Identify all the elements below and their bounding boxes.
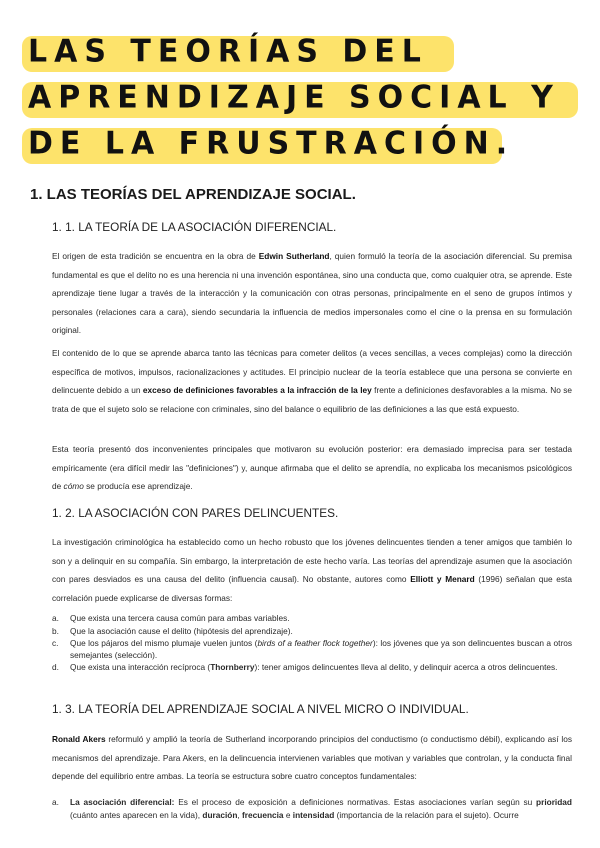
subsection-heading: 1. 1. LA TEORÍA DE LA ASOCIACIÓN DIFERENCIAL. <box>52 220 337 234</box>
enumerated-list <box>52 613 572 675</box>
section-heading: 1. LAS TEORÍAS DEL APRENDIZAJE SOCIAL. <box>30 186 356 203</box>
paragraph: La investigación criminológica ha establecido como un hecho robusto que los jóvenes delincuentes tienden a tener amigos que también lo son y a delinquir en su compañía. Sin embargo, la interpretación de este hecho varía. Las teorías del aprendizaje asumen que la asociación con pares desviados es una causa del delito (influencia causal). No obstante, autores como Elliott y Menard (1996) señalan que esta correlación puede explicarse de diversas formas: <box>52 537 572 603</box>
title-text: APRENDIZAJE SOCIAL Y <box>28 79 560 116</box>
title-text: DE LA FRUSTRACIÓN. <box>28 125 515 162</box>
title-line-1 <box>22 30 582 74</box>
list-item: c. Que los pájaros del mismo plumaje vuelen juntos (birds of a feather flock together): los jóvenes que ya son delincuentes buscan a otros semejantes (selección). <box>52 638 572 660</box>
list-item: d. Que exista una interacción recíproca (Thornberry): tener amigos delincuentes lleva al delito, y delinquir acerca a otros delincuentes. <box>52 662 558 672</box>
subsection-heading: 1. 2. LA ASOCIACIÓN CON PARES DELINCUENTES. <box>52 506 339 520</box>
document-title <box>22 30 582 168</box>
paragraph: El origen de esta tradición se encuentra en la obra de Edwin Sutherland, quien formuló la teoría de la asociación diferencial. Su premisa fundamental es que el delito no es una herencia ni una invención espontánea, sino una conducta que, como cualquier otra, se aprende. Este aprendizaje tiene lugar a través de la interacción y la comunicación con otras personas, principalmente en el seno de grupos íntimos y personales (relaciones cara a cara), siendo secundaria la influencia de medios impersonales como el cine o la prensa en su formulación original. <box>52 251 572 335</box>
title-line-2 <box>22 76 582 120</box>
paragraph: Ronald Akers reformuló y amplió la teoría de Sutherland incorporando principios del conductismo (o conductismo débil), explicando así los mecanismos del aprendizaje. Para Akers, en la delincuencia intervienen variables que motivan y variables que controlan, y la conducta final depende del equilibrio entre ambas. La teoría se estructura sobre cuatro conceptos fundamentales: <box>52 734 572 781</box>
title-text: LAS TEORÍAS DEL <box>28 33 428 70</box>
title-line-3 <box>22 122 582 166</box>
list-item: a. Que exista una tercera causa común para ambas variables. <box>52 613 290 623</box>
enumerated-list <box>52 796 572 823</box>
list-item: b. Que la asociación cause el delito (hipótesis del aprendizaje). <box>52 625 293 636</box>
paragraph: El contenido de lo que se aprende abarca tanto las técnicas para cometer delitos (a veces sencillas, a veces complejas) como la dirección específica de motivos, impulsos, racionalizaciones y actitudes. El principio nuclear de la teoría establece que una persona se convierte en delincuente debido a un exceso de definiciones favorables a la infracción de la ley frente a definiciones desfavorables a la misma. No se trata de que el sujeto solo se relacione con criminales, sino del balance o equilibrio de las definiciones a las que está expuesto. <box>52 348 572 414</box>
subsection-heading: 1. 3. LA TEORÍA DEL APRENDIZAJE SOCIAL A NIVEL MICRO O INDIVIDUAL. <box>52 702 469 716</box>
paragraph: Esta teoría presentó dos inconvenientes principales que motivaron su evolución posterior: era demasiado imprecisa para ser testada empíricamente (era difícil medir las "definiciones") y, aunque afirmaba que el delito se aprendía, no explicaba los mecanismos psicológicos de cómo se producía ese aprendizaje. <box>52 444 572 491</box>
list-item: a. La asociación diferencial: Es el proceso de exposición a definiciones normativas. Estas asociaciones varían según su prioridad (cuánto antes aparecen en la vida), duración, frecuencia e intensidad (importancia de la relación para el sujeto). Ocurre <box>52 797 572 820</box>
